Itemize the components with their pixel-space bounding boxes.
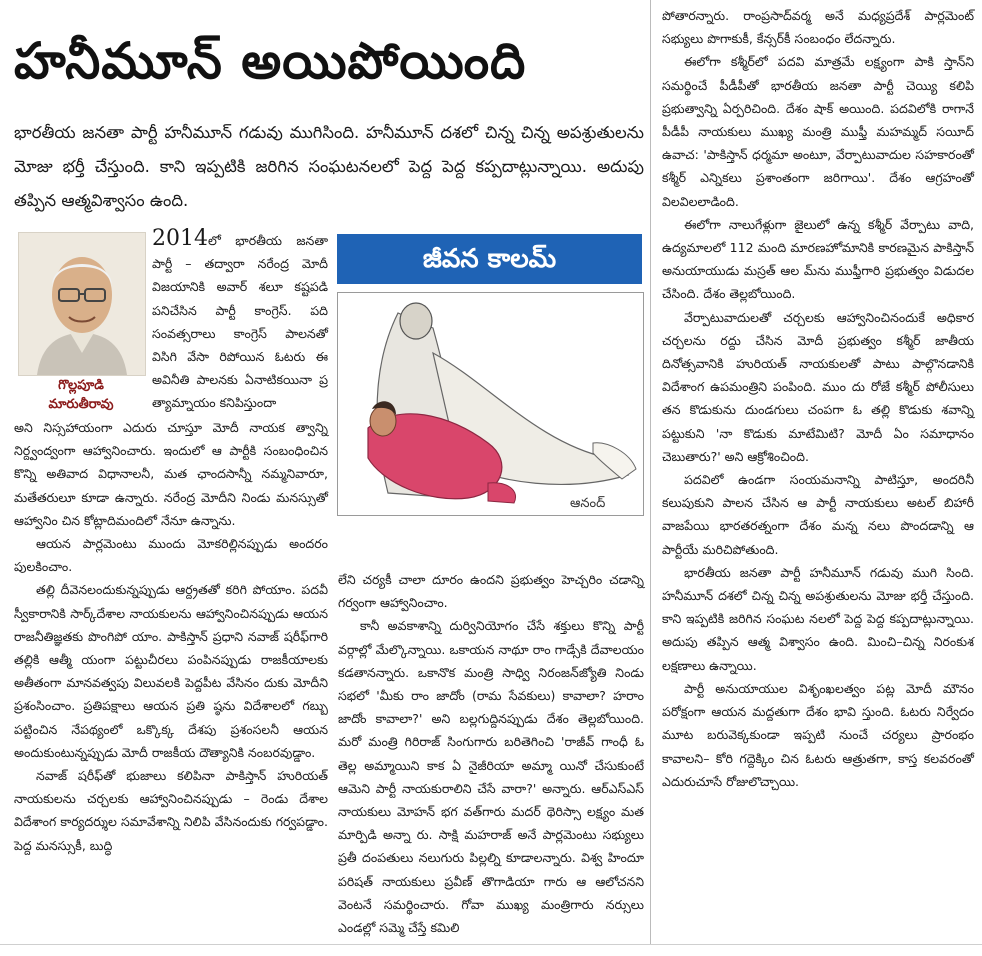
- column1-paragraph: తల్లి దీవెనలందుకున్నప్పుడు ఆర్ద్రతతో కరిగి పోయాం. పదవీ స్వీకారానికి సార్క్‌దేశాల నాయకులను ఆహ్వానించినప్పుడు ఆయన రాజనీతిజ్ఞతకు పొంగిపో యాం. పాకిస్తాన్ ప్రధాని నవాజ్ షరీఫ్‌గారి తల్లికి ఆత్మీ యంగా పట్టుచీరలు పంపినప్పుడు రాజకీయాలకు అతీతంగా మానవత్వపు విలువలకి పెద్దపీట వేసినం దుకు మోదీని ప్రశంసించాం. ప్రతిపక్షాలు ఆయన ప్రతి ష్ఠను విదేశాలలో గబ్బు పట్టించిన నేపథ్యంలో ఒక్కొక్క దేశపు ప్రశంసలనీ ఆయన అందుకుంటున్నప్పుడు మోదీ రాజకీయ దౌత్యానికి నంబరవుడ్డాం.: [14, 582, 328, 760]
- column1-opening: [152, 228, 328, 415]
- bottom-rule: [0, 944, 982, 945]
- author-name-line1: గొల్లపూడి: [58, 378, 104, 393]
- cartoon-drawing-icon: [338, 293, 643, 515]
- dropcap-year: 2014: [152, 226, 208, 251]
- column3-paragraph: పదవిలో ఉండగా సంయమనాన్ని పాటిస్తూ, అందరినీ కలుపుకుని పాలన చేసిన ఆ పార్టీ నాయకులు అటల్ బిహారీ వాజపేయి భారతరత్నంగా దేశం మన్న నలు పొందడాన్ని ఆ పార్టీయే మరిచిపోతుంది.: [662, 472, 974, 557]
- column-title-banner: జీవన కాలమ్: [337, 234, 642, 284]
- column1-paragraph: అని నిస్సహాయంగా ఎదురు చూస్తూ మోదీ నాయక త్వాన్ని నిర్ద్వంద్వంగా ఆహ్వానించారు. ఇందులో ఆ పార్టీకి సంబంధించిన కొన్ని అతివాద విధానాలనీ, మత ఛాందసాన్నీ నమ్మనివారూ, మతేతరులూ కూడా ఉన్నారు. నరేంద్ర మోదీని నిండు మనస్సుతో ఆహ్వానిం చిన కోట్లాదిమందిలో నేనూ ఉన్నాను.: [14, 420, 328, 528]
- column2: [338, 568, 644, 939]
- column1-paragraph: నవాజ్ షరీఫ్‌తో భుజాలు కలిపినా పాకిస్తాన్ హురియత్ నాయకులను చర్చలకు ఆహ్వానించినప్పుడు – రెండు దేశాల విదేశాంగ కార్యదర్శుల సమావేశాన్ని నిలిపి వేసినందుకు గర్వపడ్డాం. పెద్ద మనస్సుకీ, బుద్ధి: [14, 768, 328, 853]
- cartoon-illustration: [337, 292, 644, 516]
- author-portrait-icon: [19, 233, 145, 375]
- column3: [662, 4, 974, 793]
- author-caption: [18, 376, 144, 414]
- column3-paragraph: పోతారన్నారు. రాంప్రసాద్‌వర్మ అనే మధ్యప్రదేశ్ పార్లమెంట్ సభ్యులు పొగాకుకీ, కేన్సర్‌కీ సంబంధం లేదన్నారు.: [662, 8, 974, 47]
- column3-paragraph: వేర్పాటువాదులతో చర్చలకు ఆహ్వానించినందుకే అధికార చర్చలను రద్దు చేసిన మోదీ ప్రభుత్వం కశ్మీర్ జాతీయ దినోత్సవానికి హురియత్ నాయకులతో పాటు పాల్గొనడానికి విదేశాంగ ఉపమంత్రిని పంపింది. ముం దు రోజే కశ్మీర్ పోలీసులు తన కొడుకును దుండగులు చంపగా ఓ తల్లి కొడుకు శవాన్ని పట్టుకుని 'నా కొడుకు మాటేమిటి? మోదీ ఏం సమాధానం చెబుతారు?' అని ఆక్రోశించింది.: [662, 309, 974, 464]
- column1-opening-text: లో భారతీయ జనతా పార్టీ – తద్వారా నరేంద్ర మోదీ విజయానికి అవార్ శలూ కష్టపడి పనిచేసిన పార్టీ కాంగ్రెస్. పది సంవత్సరాలు కాంగ్రెస్ పాలనతో విసిగి వేసా రిపోయిన ఓటరు ఈ అవినీతి పాలనకు ఏనాటికయినా ప్ర త్యామ్నాయం కనిపిస్తుందా: [152, 233, 328, 411]
- cartoon-signature: ఆనంద్: [570, 496, 606, 511]
- column2-paragraph: కానీ అవకాశాన్ని దుర్వినియోగం చేసే శక్తులు కొన్ని పార్టీ వర్గాల్లో మేల్కొన్నాయి. ఒకాయన నాథూ రాం గాడ్సేకి దేవాలయం కడతానన్నారు. ఒకానొక మంత్రి సాధ్వి నిరంజన్‌జ్యోతి నిండు సభలో 'మీకు రాం జాదోం (రామ సేవకులు) కావాలా? హరాం జాదోం కావాలా?' అని బల్లగుద్దినప్పుడు దేశం తెల్లబోయింది. మరో మంత్రి గిరిరాజ్ సింగుగారు బరితెగించి 'రాజీవ్ గాంధీ ఓ తెల్ల అమ్మాయిని కాక ఏ నైజీరియా అమ్మా యినో చేసుకుంటే ఆమెని పార్టీ నాయకురాలిని చేసే వారా?' అన్నారు. ఆర్‌ఎస్‌ఎస్ నాయకులు మోహన్ భగ వత్‌గారు మదర్ థెరిస్సా లక్ష్యం మత మార్పిడి అన్నా రు. సాక్షి మహరాజ్ అనే పార్లమెంటు సభ్యులు ప్రతీ దంపతులు నలుగురు పిల్లల్ని కూడాలన్నారు. విశ్వ హిందూ పరిషత్ నాయకులు ప్రవీణ్ తొగాడియా గారు ఆ ఆలోచనని వెంటనే సమర్థించారు. గోవా ముఖ్య మంత్రిగారు నర్సులు ఎండల్లో సమ్మె చేస్తే కమిలి: [338, 618, 644, 936]
- lead-paragraph: భారతీయ జనతా పార్టీ హనీమూన్ గడువు ముగిసింది. హనీమూన్ దశలో చిన్న చిన్న అపశ్రుతులను మోజు భర్తీ చేస్తుంది. కాని ఇప్పటికి జరిగిన సంఘటనలలో పెద్ద పెద్ద కప్పదాట్లున్నాయి. అదుపు తప్పిన ఆత్మవిశ్వాసం ఉంది.: [14, 123, 644, 210]
- author-name-line2: మారుతీరావు: [48, 397, 114, 412]
- column3-paragraph: భారతీయ జనతా పార్టీ హనీమూన్ గడువు ముగి సింది. హనీమూన్ దశలో చిన్న చిన్న అపశ్రుతులను మోజు భర్తీ చేస్తుంది. కాని ఇప్పటికి జరిగిన సంఘట నలలో పెద్ద పెద్ద కప్పదాట్లున్నాయి. అదుపు తప్పిన ఆత్మ విశ్వాసం ఉంది. మించి–చిన్న నిరంకుశ లక్షణాలు ఉన్నాయి.: [662, 564, 974, 673]
- column1-paragraph: ఆయన పార్లమెంటు ముందు మోకరిల్లినప్పుడు అందరం పులకించాం.: [14, 536, 328, 575]
- headline: హనీమూన్ అయిపోయింది: [14, 32, 527, 90]
- column2-paragraph: లేని చర్యకీ చాలా దూరం ఉందని ప్రభుత్వం హెచ్చరిం చడాన్ని గర్వంగా ఆహ్వానించాం.: [338, 572, 644, 611]
- column3-paragraph: పార్టీ అనుయాయుల విశృంఖలత్వం పట్ల మోదీ మౌనం పరోక్షంగా ఆయన మద్దతుగా దేశం భావి స్తుంది. ఓటరు నిర్వేదం మూట బరువెక్కకుండా ఇప్పటి నుంచే చర్యలు ప్రారంభం కావాలని– కోరి గద్దెక్కిం చిన ఓటరు ఆత్రుతగా, కాస్త కలవరంతో ఎదురుచూసే రోజులొచ్చాయి.: [662, 680, 974, 789]
- column3-paragraph: ఈలోగా నాలుగేళ్లుగా జైలులో ఉన్న కశ్మీర్ వేర్పాటు వాది, ఉద్యమాలలో 112 మంది మారణహోమానికి కారణమైన పాకిస్తాన్ అనుయాయుడు మస్రత్ ఆల మ్‌ను ముఫ్తీగారి ప్రభుత్వం విడుదల చేసింది. దేశం తెల్లబోయింది.: [662, 216, 974, 302]
- column3-paragraph: ఈలోగా కశ్మీర్‌లో పదవి మాత్రమే లక్ష్యంగా పాకి స్తాన్‌ని సమర్థించే పీడీపీతో భారతీయ జనతా పార్టీ చెయ్యి కలిపి ప్రభుత్వాన్ని ఏర్పరిచింది. దేశం షాక్ అయింది. పదవిలోకి రాగానే పీడీపీ నాయకులు ముఖ్య మంత్రి ముఫ్తీ మహమ్మద్ సయీద్ ఉవాచ: 'పాకిస్తాన్ ధర్మమా అంటూ, వేర్పాటువాదుల సహకారంతో కశ్మీర్ ఎన్నికలు ప్రశాంతంగా జరిగాయి'. దేశం ఆగ్రహంతో విలవిలలాడింది.: [662, 54, 974, 209]
- column1: [14, 416, 328, 857]
- author-photo: [18, 232, 146, 376]
- column-divider: [650, 0, 651, 944]
